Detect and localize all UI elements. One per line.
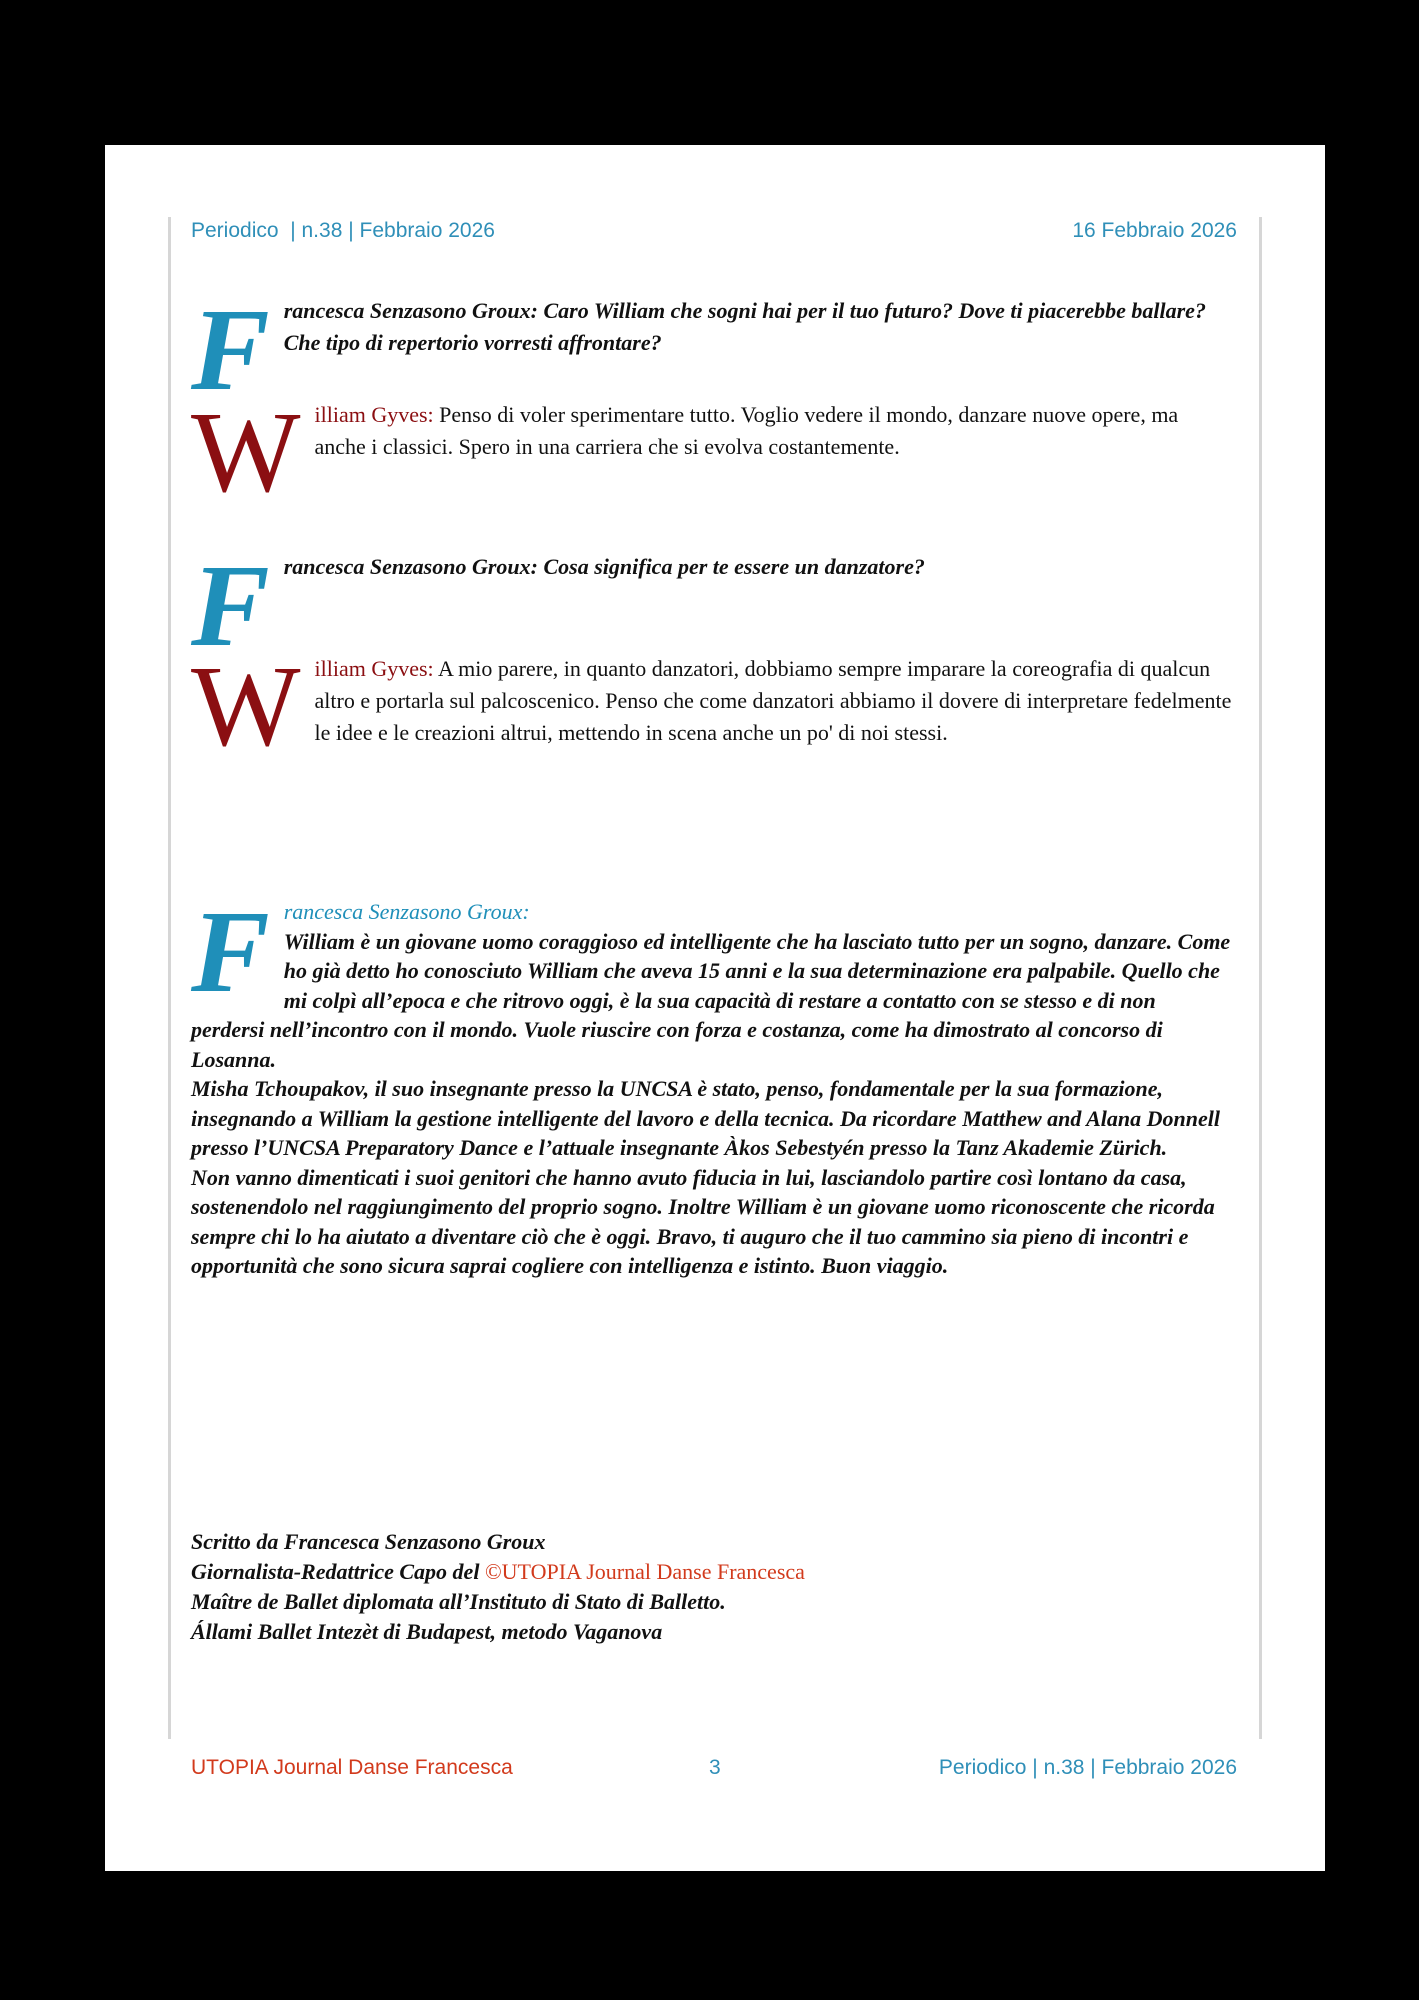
interviewee-name: illiam Gyves: [314, 402, 434, 427]
footer-publication: UTOPIA Journal Danse Francesca [191, 1756, 513, 1779]
answer-text: Penso di voler sperimentare tutto. Voglio vedere il mondo, danzare nuove opere, ma anche i classici. Spero in una carriera che si evolva costantemente. [314, 402, 1179, 459]
question-text: Caro William che sogni hai per il tuo futuro? Dove ti piacerebbe ballare? Che tipo di repertorio vorresti affrontare? [283, 298, 1206, 355]
closing-paragraph-2: Misha Tchoupakov, il suo insegnante presso la UNCSA è stato, penso, fondamentale per la sua formazione, insegnando a William la gestione intelligente del lavoro e della tecnica. Da ricordare Matthew and Alana Donnell presso l’UNCSA Preparatory Dance e l’attuale insegnante Àkos Sebestyén presso la Tanz Akademie Zürich. [191, 1076, 1220, 1160]
interviewer-name: rancesca Senzasono Groux: [283, 554, 538, 579]
question-text: Cosa significa per te essere un danzatore? [537, 554, 925, 579]
left-margin-rule [168, 217, 171, 1739]
signature-line-3: Maître de Ballet diplomata all’Instituto di Stato di Balletto. [191, 1589, 726, 1614]
drop-cap-w: W [191, 389, 301, 517]
drop-cap-f: F [191, 540, 270, 671]
header-issue: Periodico | n.38 | Febbraio 2026 [191, 219, 495, 242]
drop-cap-f: F [191, 284, 270, 415]
answer-text: A mio parere, in quanto danzatori, dobbiamo sempre imparare la coreografia di qualcun altro e portarla sul palcoscenico. Penso che come danzatori abbiamo il dovere di interpretare fedelmente le idee e le creazioni altrui, mettendo in scena anche un po' di noi stessi. [314, 656, 1232, 745]
closing-statement [191, 886, 1233, 1281]
author-signature [191, 1527, 805, 1647]
answer-2 [191, 643, 1233, 771]
signature-line-2 [191, 1557, 805, 1587]
footer-issue: Periodico | n.38 | Febbraio 2026 [938, 1756, 1237, 1779]
closing-paragraph-3: Non vanno dimenticati i suoi genitori che hanno avuto fiducia in lui, lasciandolo partire così lontano da casa, sostenendolo nel raggiungimento del proprio sogno. Inoltre William è un giovane uomo riconoscente che ricorda sempre chi lo ha aiutato a diventare ciò che è oggi. Bravo, ti auguro che il tuo cammino sia pieno di incontri e opportunità che sono sicura saprai cogliere con intelligenza e istinto. Buon viaggio. [191, 1164, 1215, 1278]
drop-cap-w: W [191, 643, 301, 771]
interviewee-name: illiam Gyves: [314, 656, 434, 681]
signature-line-1: Scritto da Francesca Senzasono Groux [191, 1529, 546, 1554]
drop-cap-f: F [191, 886, 270, 1017]
interviewer-name: rancesca Senzasono Groux: [283, 298, 538, 323]
right-margin-rule [1259, 217, 1262, 1739]
closing-paragraph-1: William è un giovane uomo coraggioso ed intelligente che ha lasciato tutto per un sogno, danzare. Come ho già detto ho conosciuto William che aveva 15 anni e la sua determinazione era palpabile. Quello che mi colpì all’epoca e che ritrovo oggi, è la sua capacità di restare a contatto con se stesso e di non perdersi nell’incontro con il mondo. Vuole riuscire con forza e costanza, come ha dimostrato al concorso di Losanna. [191, 928, 1231, 1072]
header-date: 16 Febbraio 2026 [1072, 219, 1237, 242]
signature-line-4: Állami Ballet Intezèt di Budapest, metodo Vaganova [191, 1619, 663, 1644]
brand-link[interactable]: ©UTOPIA Journal Danse Francesca [484, 1559, 805, 1584]
signature-role: Giornalista-Redattrice Capo del [191, 1559, 485, 1584]
interviewer-name: rancesca Senzasono Groux: [283, 899, 530, 924]
page-number: 3 [709, 1756, 721, 1779]
document-page [105, 145, 1325, 1871]
answer-1 [191, 389, 1233, 517]
